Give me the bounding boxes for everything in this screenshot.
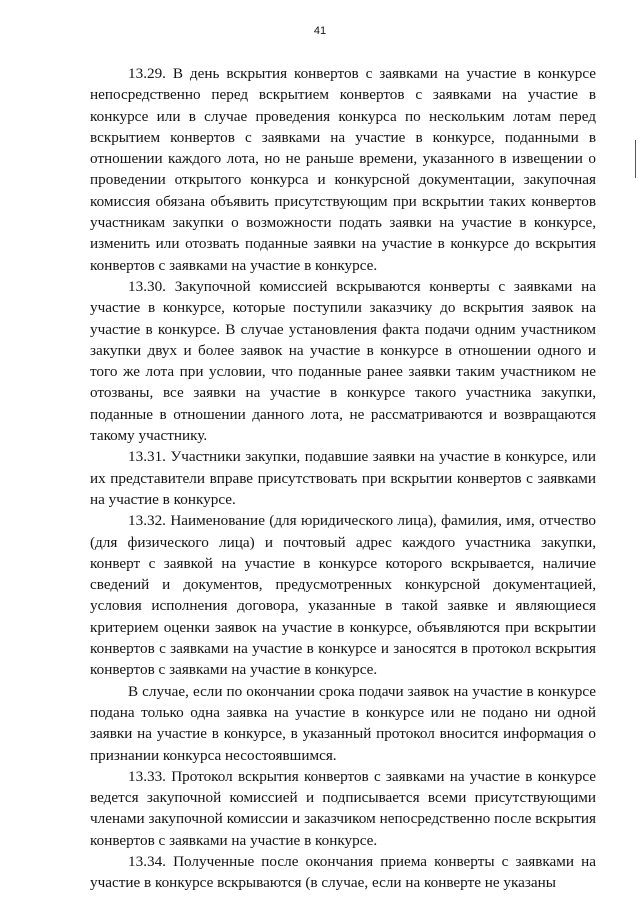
margin-mark <box>635 140 636 178</box>
paragraph-13-33: 13.33. Протокол вскрытия конвертов с заявками на участие в конкурсе ведется закупочной комиссией и подписывается всеми присутствующими членами закупочной комиссии и заказчиком непосредственно после вскрытия конвертов с заявками на участие в конкурсе. <box>90 767 596 849</box>
paragraph-13-34: 13.34. Полученные после окончания приема конверты с заявками на участие в конкурсе вскрываются (в случае, если на конверте не указаны <box>90 852 596 892</box>
paragraph-13-29: 13.29. В день вскрытия конвертов с заявками на участие в конкурсе непосредственно перед вскрытием конвертов с заявками на участие в конкурсе или в случае проведения конкурса по нескольким лотам перед вскрытием конвертов с заявками на участие в конкурсе, поданными в отношении каждого лота, но не раньше времени, указанного в извещении о проведении открытого конкурса и конкурсной документации, закупочная комиссия обязана объявить присутствующим при вскрытии таких конвертов участникам закупки о возможности подать заявки на участие в конкурсе, изменить или отозвать поданные заявки на участие в конкурсе до вскрытия конвертов с заявками на участие в конкурсе. <box>90 65 596 274</box>
document-body <box>90 63 596 894</box>
paragraph-13-32: 13.32. Наименование (для юридического лица), фамилия, имя, отчество (для физического лица) и почтовый адрес каждого участника закупки, конверт с заявкой на участие в конкурсе которого вскрывается, наличие сведений и документов, предусмотренных конкурсной документацией, условия исполнения договора, указанные в такой заявке и являющиеся критерием оценки заявок на участие в конкурсе, объявляются при вскрытии конвертов с заявками на участие в конкурсе и заносятся в протокол вскрытия конвертов с заявками на участие в конкурсе. <box>90 512 596 679</box>
page-number: 41 <box>313 25 327 37</box>
paragraph-13-32-continuation: В случае, если по окончании срока подачи заявок на участие в конкурсе подана только одна заявка на участие в конкурсе или не подано ни одной заявки на участие в конкурсе, в указанный протокол вносится информация о признании конкурса несостоявшимся. <box>90 682 596 764</box>
paragraph-13-30: 13.30. Закупочной комиссией вскрываются конверты с заявками на участие в конкурсе, которые поступили заказчику до вскрытия заявок на участие в конкурсе. В случае установления факта подачи одним участником закупки двух и более заявок на участие в конкурсе в отношении одного и того же лота при условии, что поданные ранее заявки таким участником не отозваны, все заявки на участие в конкурсе такого участника закупки, поданные в отношении данного лота, не рассматриваются и возвращаются такому участнику. <box>90 277 596 445</box>
paragraph-13-31: 13.31. Участники закупки, подавшие заявки на участие в конкурсе, или их представители вправе присутствовать при вскрытии конвертов с заявками на участие в конкурсе. <box>90 448 596 508</box>
